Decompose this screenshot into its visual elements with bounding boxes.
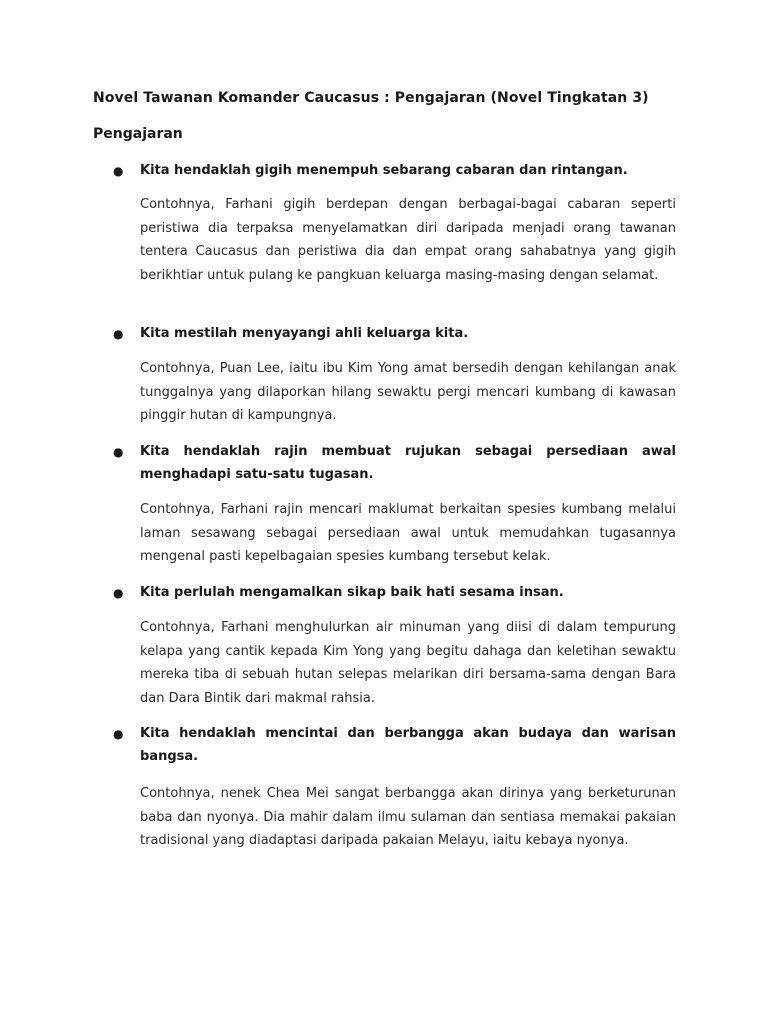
lesson-text: Kita hendaklah mencintai dan berbangga akan budaya dan warisan bangsa. [140, 726, 676, 764]
bullet-icon: ● [113, 727, 124, 741]
lesson-item [113, 440, 676, 486]
example-paragraph: Contohnya, nenek Chea Mei sangat berbangga akan dirinya yang berketurunan baba dan nyonya. Dia mahir dalam ilmu sulaman dan sentiasa memakai pakaian tradisional yang diadaptasi daripada pakaian Melayu, iaitu kebaya nyonya. [140, 786, 676, 848]
lesson-item [113, 322, 676, 345]
example-paragraph: Contohnya, Farhani menghulurkan air minuman yang diisi di dalam tempurung kelapa yang cantik kepada Kim Yong yang begitu dahaga dan keletihan sewaktu mereka tiba di sebuah hutan selepas melarikan diri bersama-sama dengan Bara dan Dara Bintik dari makmal rahsia. [140, 620, 676, 706]
document-title: Novel Tawanan Komander Caucasus : Pengajaran (Novel Tingkatan 3) [93, 90, 649, 106]
bullet-icon: ● [113, 164, 124, 178]
lesson-text: Kita perlulah mengamalkan sikap baik hati sesama insan. [140, 585, 564, 600]
lesson-text: Kita hendaklah gigih menempuh sebarang cabaran dan rintangan. [140, 163, 628, 178]
example-paragraph: Contohnya, Farhani rajin mencari maklumat berkaitan spesies kumbang melalui laman sesawang sebagai persediaan awal untuk memudahkan tugasannya mengenal pasti kepelbagaian spesies kumbang tersebut kelak. [140, 502, 676, 564]
bullet-icon: ● [113, 445, 124, 459]
bullet-icon: ● [113, 327, 124, 341]
lesson-text: Kita mestilah menyayangi ahli keluarga kita. [140, 326, 469, 341]
example-paragraph: Contohnya, Farhani gigih berdepan dengan berbagai-bagai cabaran seperti peristiwa dia terpaksa menyelamatkan diri daripada menjadi orang tawanan tentera Caucasus dan peristiwa dia dan empat orang sahabatnya yang gigih berikhtiar untuk pulang ke pangkuan keluarga masing-masing dengan selamat. [140, 197, 676, 283]
section-heading: Pengajaran [93, 126, 183, 142]
lesson-text: Kita hendaklah rajin membuat rujukan sebagai persediaan awal menghadapi satu-satu tugasan. [140, 444, 676, 482]
lesson-item [113, 159, 676, 182]
bullet-icon: ● [113, 586, 124, 600]
lesson-item [113, 722, 676, 768]
example-paragraph: Contohnya, Puan Lee, iaitu ibu Kim Yong amat bersedih dengan kehilangan anak tunggalnya yang dilaporkan hilang sewaktu pergi mencari kumbang di kawasan pinggir hutan di kampungnya. [140, 361, 676, 423]
lesson-item [113, 581, 676, 604]
